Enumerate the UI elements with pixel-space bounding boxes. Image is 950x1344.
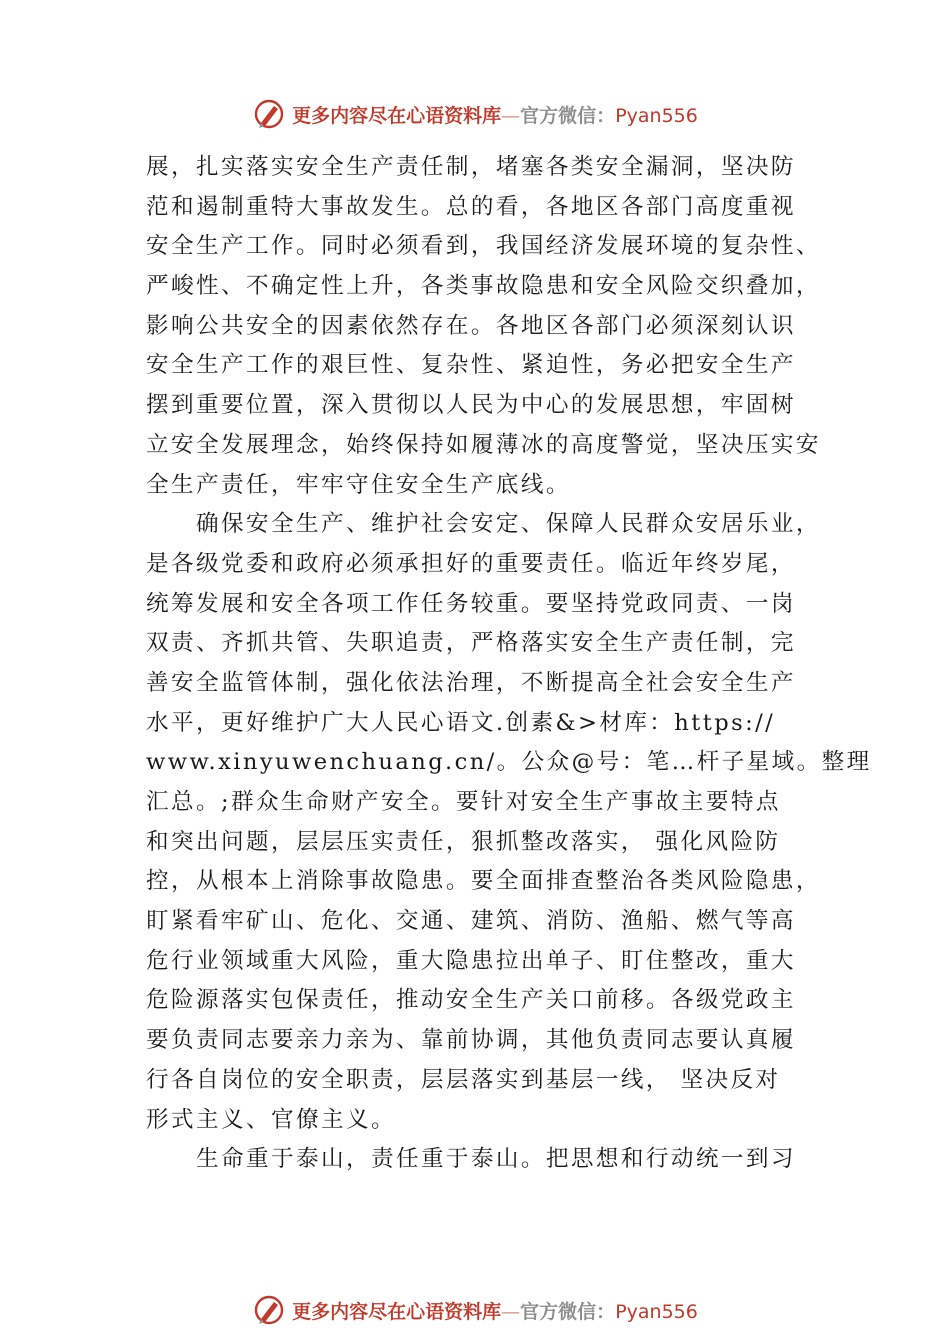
banner-main-text: 更多内容尽在心语资料库 [292, 1300, 502, 1323]
text-line: 全生产责任，牢牢守住安全生产底线。 [146, 471, 571, 498]
pen-logo-icon [252, 1293, 286, 1327]
text-line: 安全生产工作。同时必须看到，我国经济发展环境的复杂性、 [146, 233, 821, 260]
text-line: 盯紧看牢矿山、危化、交通、建筑、消防、渔船、燃气等高 [146, 908, 796, 935]
text-line: 范和遏制重特大事故发生。总的看，各地区各部门高度重视 [146, 193, 796, 220]
text-line: 影响公共安全的因素依然存在。各地区各部门必须深刻认识 [146, 312, 796, 339]
banner-separator: — [501, 104, 521, 127]
text-line: www.xinyuwenchuang.cn/。公众@号：笔…杆子星域。整理 [146, 749, 872, 776]
pen-logo-icon [252, 97, 286, 131]
banner-wechat-id: Pyan556 [615, 104, 698, 127]
text-line: 形式主义、官僚主义。 [146, 1106, 396, 1133]
paragraph-start-line: 确保安全生产、维护社会安定、保障人民群众安居乐业， [196, 511, 821, 538]
text-line: 展，扎实落实安全生产责任制，堵塞各类安全漏洞，坚决防 [146, 154, 796, 180]
text-line: 行各自岗位的安全职责，层层落实到基层一线， 坚决反对 [146, 1066, 781, 1093]
banner-main-text: 更多内容尽在心语资料库 [292, 104, 502, 127]
text-line: 和突出问题，层层压实责任，狠抓整改落实， 强化风险防 [146, 828, 781, 855]
header-banner [0, 94, 950, 134]
banner-text [292, 101, 698, 128]
text-line: 严峻性、不确定性上升，各类事故隐患和安全风险交织叠加， [146, 273, 821, 300]
text-line: 双责、齐抓共管、失职追责，严格落实安全生产责任制，完 [146, 630, 796, 657]
banner-text [292, 1297, 698, 1324]
text-line: 立安全发展理念，始终保持如履薄冰的高度警觉，坚决压实安 [146, 431, 821, 458]
text-line: 是各级党委和政府必须承担好的重要责任。临近年终岁尾， [146, 550, 796, 577]
text-line: 要负责同志要亲力亲为、靠前协调，其他负责同志要认真履 [146, 1027, 796, 1054]
text-line: 摆到重要位置，深入贯彻以人民为中心的发展思想，牢固树 [146, 392, 796, 419]
banner-wechat-id: Pyan556 [615, 1300, 698, 1323]
text-line: 危行业领域重大风险，重大隐患拉出单子、盯住整改，重大 [146, 947, 796, 974]
text-line: 水平，更好维护广大人民心语文.创素&>材库：https:// [146, 709, 776, 736]
banner-separator: — [501, 1300, 521, 1323]
banner-label: 官方微信： [520, 1300, 616, 1323]
text-line: 善安全监管体制，强化依法治理，不断提高全社会安全生产 [146, 669, 796, 696]
text-line: 控，从根本上消除事故隐患。要全面排查整治各类风险隐患， [146, 868, 821, 895]
document-body [146, 148, 872, 1180]
text-line: 统筹发展和安全各项工作任务较重。要坚持党政同责、一岗 [146, 590, 796, 617]
text-line: 危险源落实包保责任，推动安全生产关口前移。各级党政主 [146, 987, 796, 1014]
paragraph-start-line: 生命重于泰山，责任重于泰山。把思想和行动统一到习 [196, 1146, 796, 1173]
text-line: 安全生产工作的艰巨性、复杂性、紧迫性，务必把安全生产 [146, 352, 796, 379]
text-line: 汇总。;群众生命财产安全。要针对安全生产事故主要特点 [146, 789, 781, 815]
footer-banner [0, 1290, 950, 1330]
banner-label: 官方微信： [520, 104, 616, 127]
